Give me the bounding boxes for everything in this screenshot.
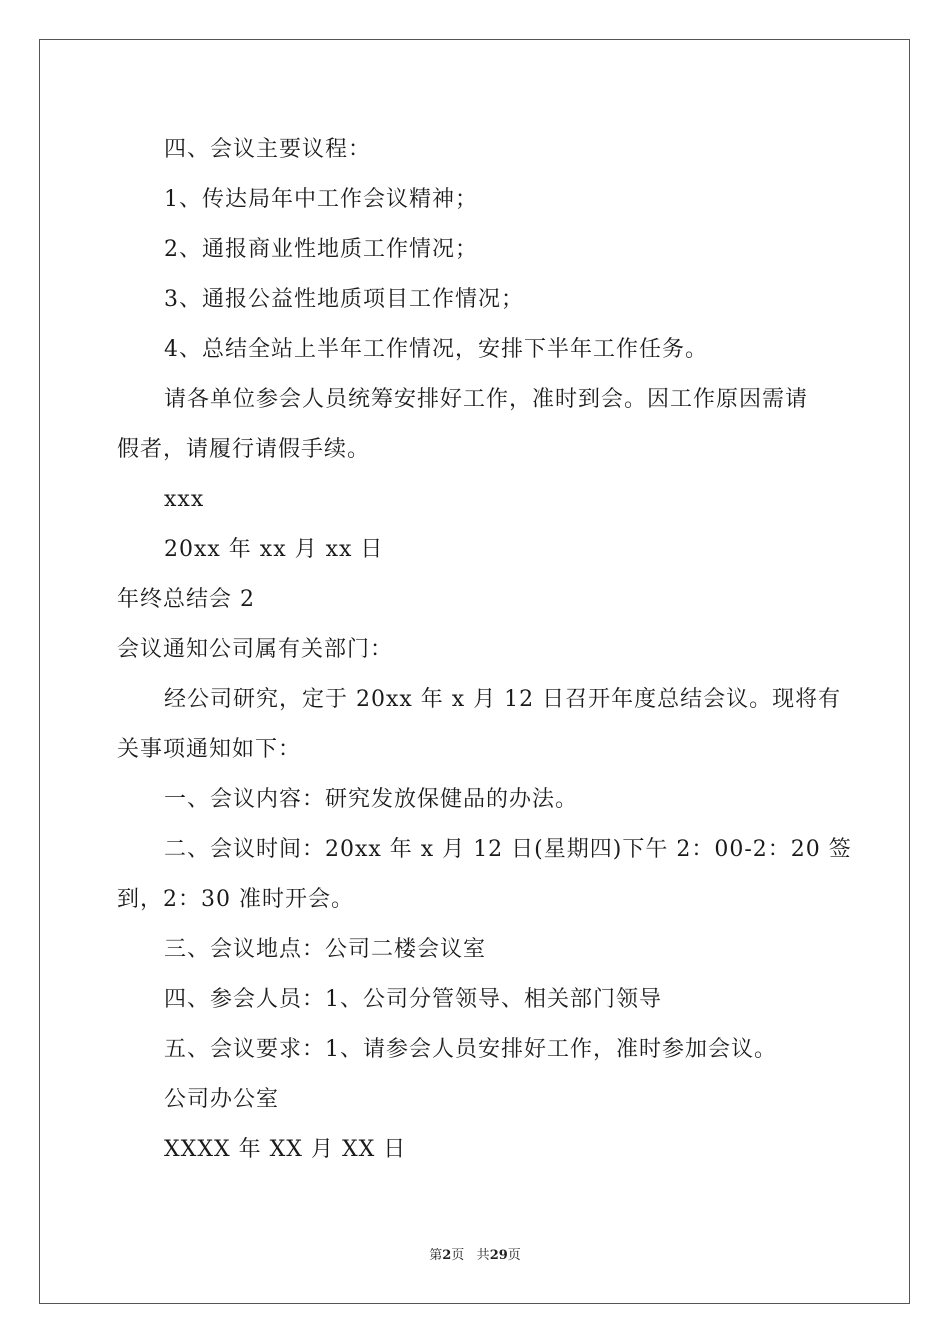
agenda-item-1: 1、传达局年中工作会议精神； — [164, 187, 478, 212]
page-number: 2 — [442, 1248, 452, 1263]
signature-office: 公司办公室 — [164, 1087, 280, 1112]
total-suffix: 页 — [507, 1248, 521, 1263]
notice-item-location: 三、会议地点：公司二楼会议室 — [164, 937, 487, 962]
paragraph-line: 假者，请履行请假手续。 — [117, 437, 371, 462]
page-prefix: 第 — [429, 1248, 443, 1263]
notice-item-attendees: 四、参会人员：1、公司分管领导、相关部门领导 — [164, 987, 662, 1012]
notice-item-time-cont: 到，2：30 准时开会。 — [117, 887, 354, 912]
signature-name: xxx — [164, 487, 205, 512]
signature-date: 20xx 年 xx 月 xx 日 — [164, 537, 384, 562]
notice-recipient: 会议通知公司属有关部门： — [117, 637, 394, 662]
signature-date: XXXX 年 XX 月 XX 日 — [164, 1137, 407, 1162]
total-prefix: 共 — [476, 1248, 490, 1263]
notice-item-time: 二、会议时间：20xx 年 x 月 12 日(星期四)下午 2：00-2：20 签 — [164, 837, 852, 862]
paragraph-line: 请各单位参会人员统筹安排好工作，准时到会。因工作原因需请 — [164, 387, 809, 412]
notice-item-content: 一、会议内容：研究发放保健品的办法。 — [164, 787, 579, 812]
total-pages: 29 — [489, 1248, 508, 1263]
agenda-item-4: 4、总结全站上半年工作情况，安排下半年工作任务。 — [164, 337, 708, 362]
agenda-item-3: 3、通报公益性地质项目工作情况； — [164, 287, 524, 312]
page-footer — [0, 1246, 950, 1266]
notice-item-requirements: 五、会议要求：1、请参会人员安排好工作，准时参加会议。 — [164, 1037, 777, 1062]
agenda-heading: 四、会议主要议程： — [164, 137, 372, 162]
paragraph-line: 关事项通知如下： — [117, 737, 302, 762]
page-suffix: 页 — [451, 1248, 465, 1263]
agenda-item-2: 2、通报商业性地质工作情况； — [164, 237, 478, 262]
section-title: 年终总结会 2 — [117, 587, 255, 612]
paragraph-line: 经公司研究，定于 20xx 年 x 月 12 日召开年度总结会议。现将有 — [164, 687, 842, 712]
